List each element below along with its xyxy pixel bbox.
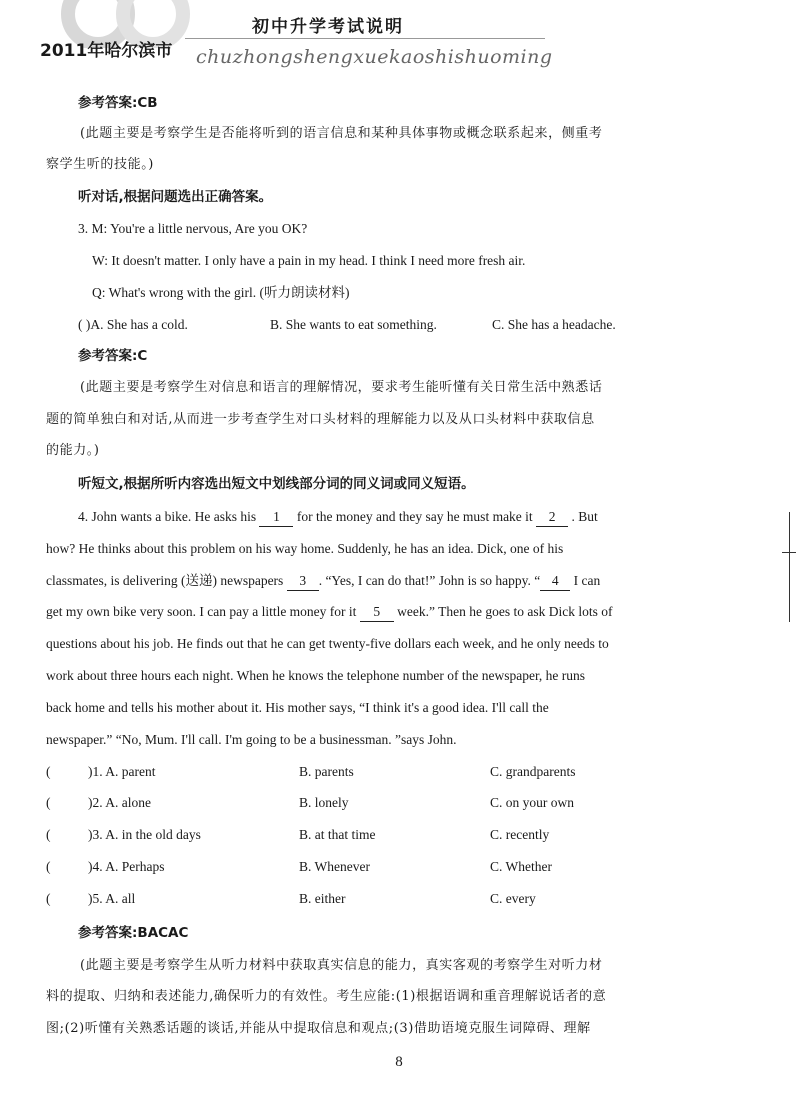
- question-3-option-b: B. She wants to eat something.: [270, 317, 437, 332]
- answer-3: 参考答案:BACAC: [78, 925, 189, 941]
- header-rule: [185, 38, 545, 39]
- section-dialogue-heading: 听对话,根据问题选出正确答案。: [78, 189, 273, 205]
- note-1-line-1: (此题主要是考察学生是否能将听到的语言信息和某种具体事物或概念联系起来，侧重考: [80, 126, 603, 141]
- note-2-line-1: (此题主要是考察学生对信息和语言的理解情况，要求考生能听懂有关日常生活中熟悉话: [80, 380, 603, 395]
- answer-2: 参考答案:C: [78, 348, 148, 364]
- passage-line-7: back home and tells his mother about it. His mother says, “I think it's a good idea. I'll call the: [46, 700, 549, 715]
- passage-line-4: get my own bike very soon. I can pay a little money for it 5 week.” Then he goes to ask Dick lots of: [46, 603, 613, 622]
- passage-line-6: work about three hours each night. When he knows the telephone number of the newspaper, he runs: [46, 668, 586, 683]
- note-3-line-3: 图;(2)听懂有关熟悉话题的谈话,并能从中提取信息和观点;(3)借助语境克服生词障碍、理解: [46, 1021, 591, 1036]
- question-3-woman: W: It doesn't matter. I only have a pain in my head. I think I need more fresh air.: [92, 253, 526, 268]
- question-3-option-c: C. She has a headache.: [492, 317, 616, 332]
- passage-line-2: how? He thinks about this problem on his way home. Suddenly, he has an idea. Dick, one of his: [46, 541, 564, 556]
- blank-4: 4: [540, 572, 570, 591]
- margin-crop-mark-tick: [782, 552, 796, 553]
- passage-line-3: classmates, is delivering (送递) newspapers 3 . “Yes, I can do that!” John is so happy. “ 4 I can: [46, 572, 600, 591]
- note-3-line-1: (此题主要是考察学生从听力材料中获取真实信息的能力，真实客观的考察学生对听力材: [80, 958, 603, 973]
- blank-1: 1: [259, 508, 293, 527]
- question-3-man: 3. M: You're a little nervous, Are you OK?: [78, 221, 308, 236]
- note-3-line-2: 料的提取、归纳和表述能力,确保听力的有效性。考生应能:(1)根据语调和重音理解说话者的意: [46, 989, 607, 1004]
- blank-2: 2: [536, 508, 568, 527]
- answer-1: 参考答案:CB: [78, 95, 158, 111]
- question-3-option-a: ( )A. She has a cold.: [78, 317, 188, 332]
- section-passage-heading: 听短文,根据所听内容选出短文中划线部分词的同义词或同义短语。: [78, 476, 475, 492]
- blank-3: 3: [287, 572, 319, 591]
- header-pinyin: chuzhongshengxuekaoshishuoming: [196, 46, 553, 68]
- question-3-question: Q: What's wrong with the girl. (听力朗读材料): [92, 285, 350, 300]
- passage-line-8: newspaper.” “No, Mum. I'll call. I'm going to be a businessman. ”says John.: [46, 732, 457, 747]
- passage-line-5: questions about his job. He finds out that he can get twenty-five dollars each week, and he only needs to: [46, 636, 609, 651]
- margin-crop-mark: [789, 512, 790, 622]
- note-2-line-3: 的能力。): [46, 443, 100, 458]
- page-number: 8: [395, 1054, 403, 1070]
- header-title: 初中升学考试说明: [252, 17, 404, 37]
- header-year-city: 2011年哈尔滨市: [40, 41, 173, 61]
- passage-line-1: 4. John wants a bike. He asks his 1 for the money and they say he must make it 2 . But: [78, 508, 598, 527]
- note-1-line-2: 察学生听的技能。): [46, 157, 154, 172]
- note-2-line-2: 题的简单独白和对话,从而进一步考查学生对口头材料的理解能力以及从口头材料中获取信息: [46, 412, 595, 427]
- blank-5: 5: [360, 603, 394, 622]
